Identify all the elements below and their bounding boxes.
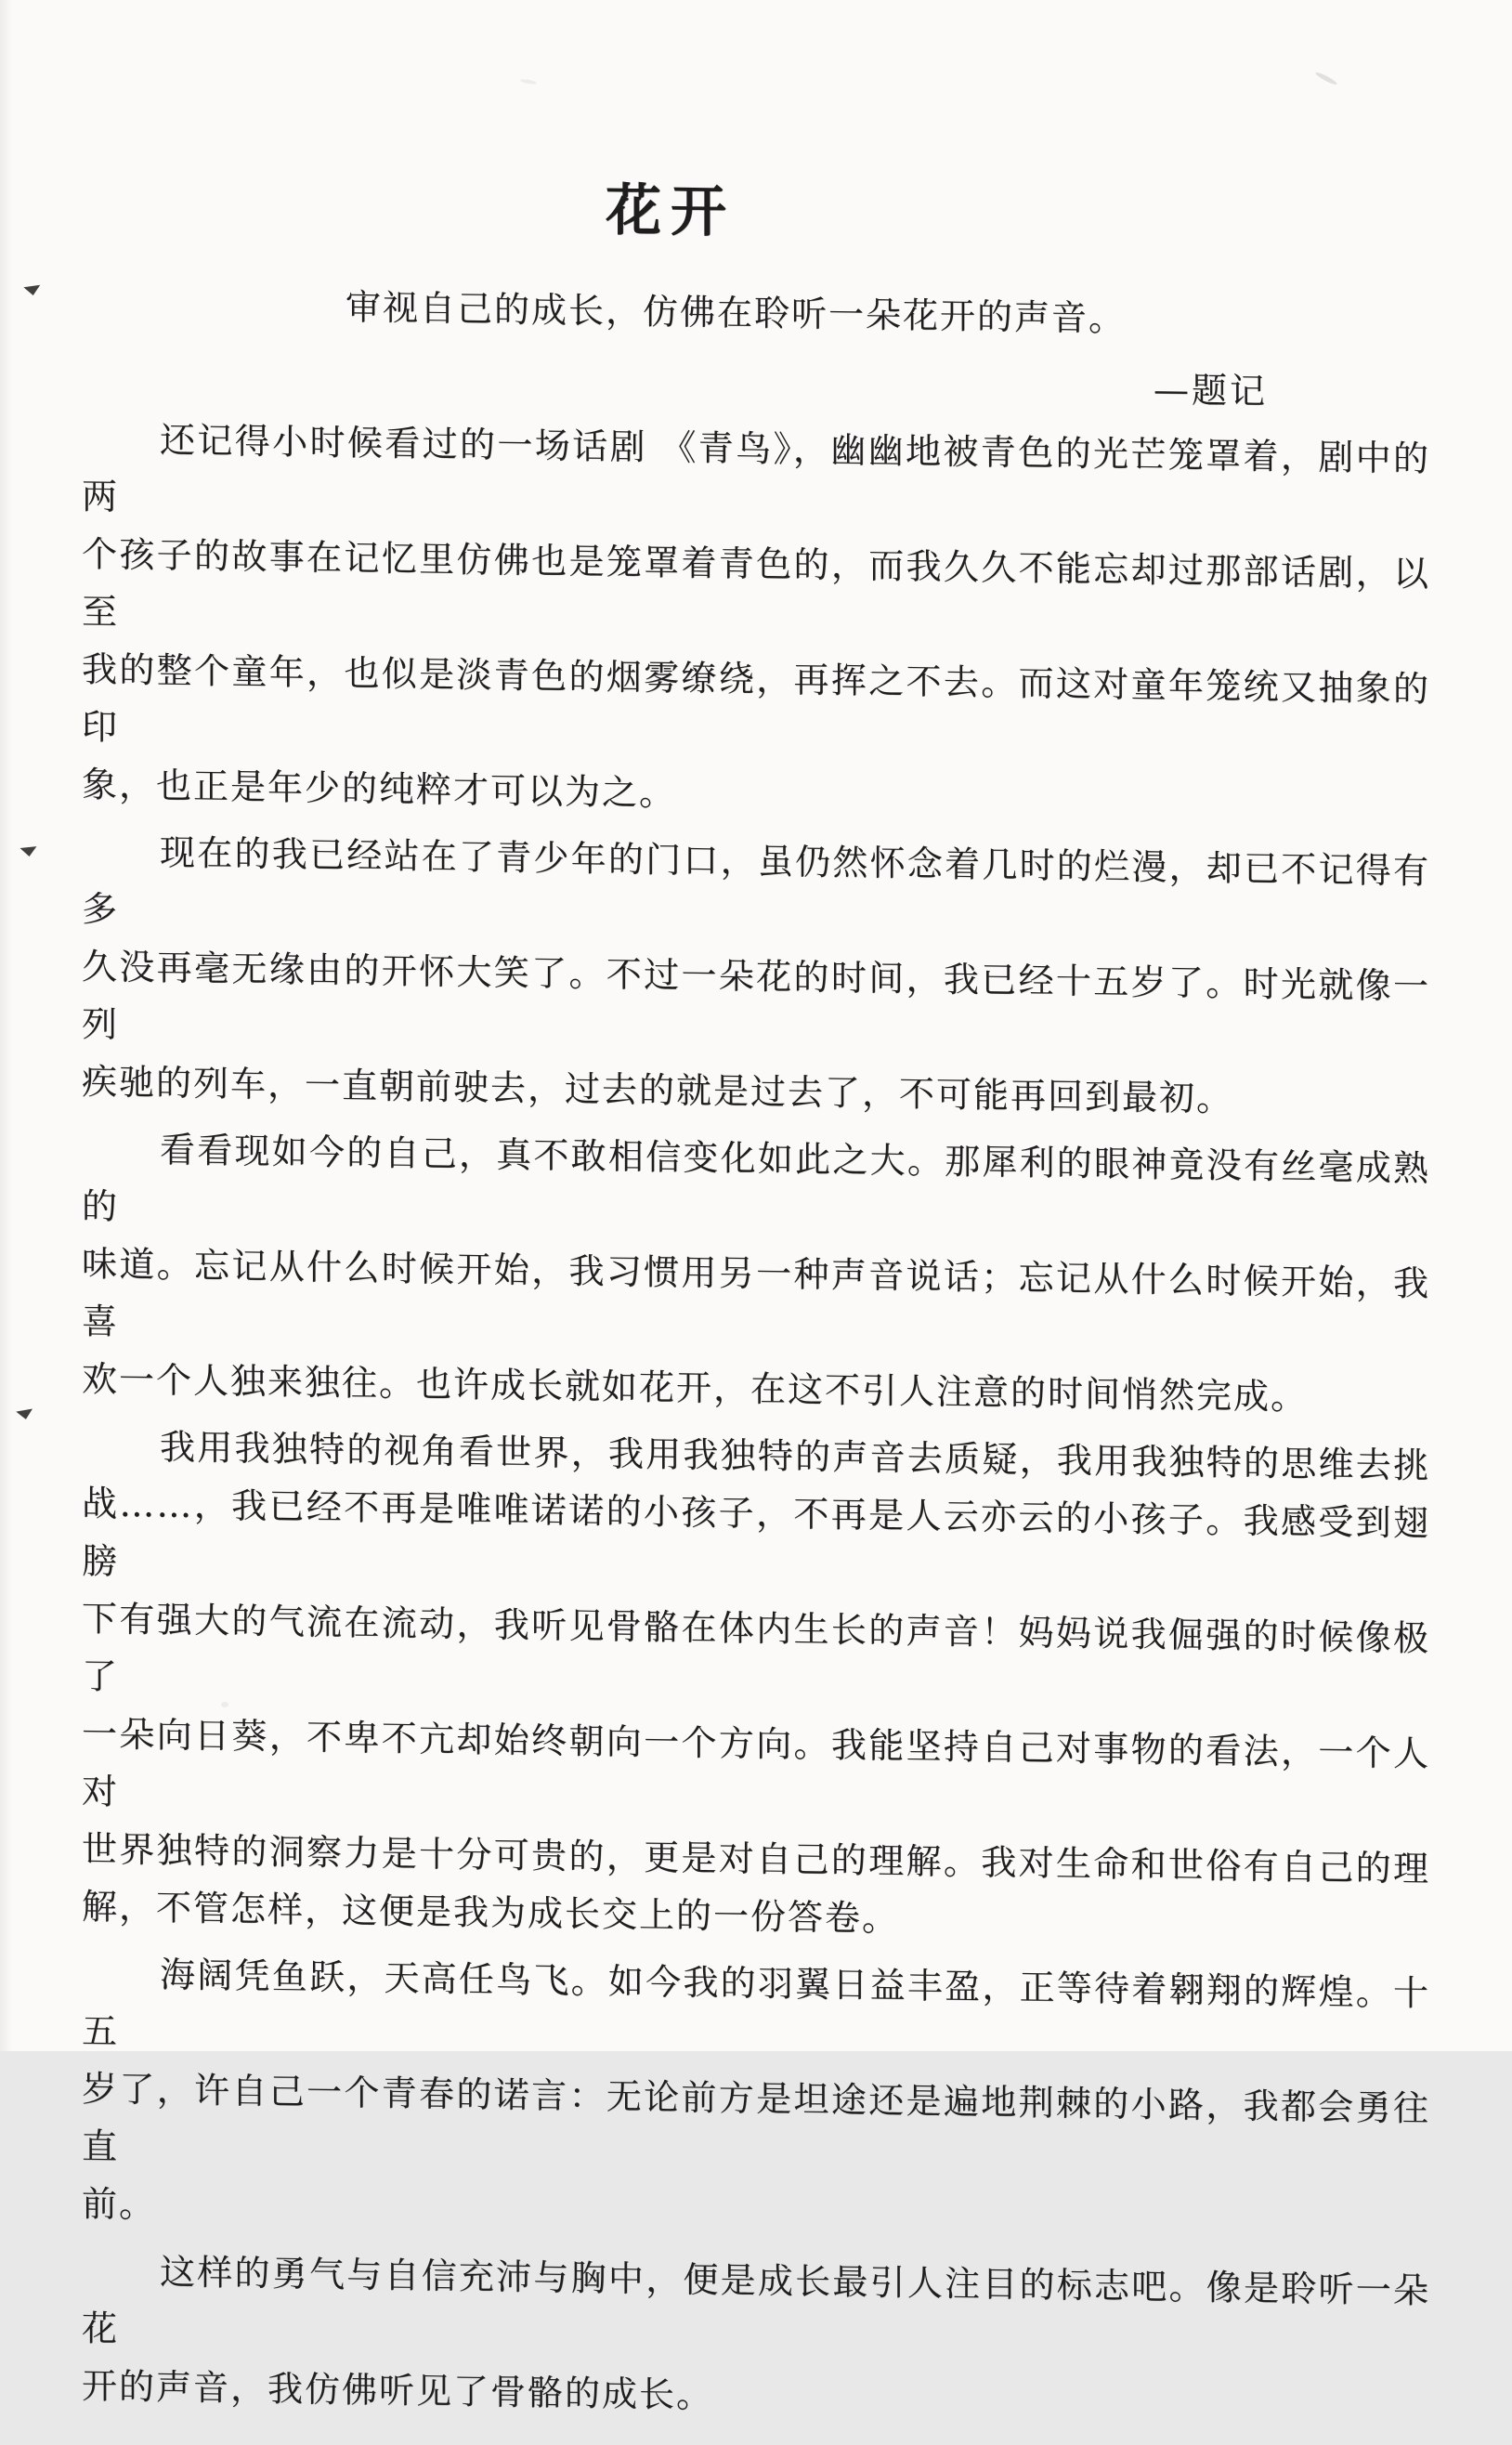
essay-line: 个孩子的故事在记忆里仿佛也是笼罩着青色的，而我久久不能忘却过那部话剧，以至 xyxy=(82,533,1430,633)
essay-body xyxy=(82,410,1430,2435)
essay-line: 世界独特的洞察力是十分可贵的，更是对自己的理解。我对生命和世俗有自己的理 xyxy=(82,1828,1430,1889)
epigraph-attribution: —题记 xyxy=(1153,369,1268,412)
essay-title: 花开 xyxy=(606,177,736,245)
essay-line: 欢一个人独来独往。也许成长就如花开，在这不引人注意的时间悄然完成。 xyxy=(82,1358,1309,1418)
paragraph-5 xyxy=(82,1944,1430,2253)
essay-line: 开的声音，我仿佛听见了骨骼的成长。 xyxy=(82,2365,714,2416)
essay-line: 疾驰的列车，一直朝前驶去，过去的就是过去了，不可能再回到最初。 xyxy=(82,1061,1234,1119)
essay-line: 解，不管怎样，这便是我为成长交上的一份答卷。 xyxy=(82,1886,900,1940)
paragraph-2 xyxy=(82,822,1430,1131)
essay-line: 一朵向日葵，不卑不亢却始终朝向一个方向。我能坚持自己对事物的看法，一个人对 xyxy=(82,1713,1430,1812)
essay-line: 味道。忘记从什么时候开始，我习惯用另一种声音说话；忘记从什么时候开始，我喜 xyxy=(82,1243,1430,1342)
paragraph-4 xyxy=(82,1417,1430,1955)
essay-line: 下有强大的气流在流动，我听见骨骼在体内生长的声音！妈妈说我倔强的时候像极了 xyxy=(82,1598,1430,1697)
paragraph-6 xyxy=(82,2242,1430,2435)
paragraph-3 xyxy=(82,1119,1430,1428)
essay-line: 象，也正是年少的纯粹才可以为之。 xyxy=(82,764,677,814)
essay-line: 岁了，许自己一个青春的诺言：无论前方是坦途还是遍地荆棘的小路，我都会勇往直 xyxy=(82,2068,1430,2167)
essay-line: 久没再毫无缘由的开怀大笑了。不过一朵花的时间，我已经十五岁了。时光就像一列 xyxy=(82,946,1430,1045)
essay-line: 海阔凭鱼跃，天高任鸟飞。如今我的羽翼日益丰盈，正等待着翱翔的辉煌。十五 xyxy=(82,1954,1430,2052)
epigraph-text: 审视自己的成长，仿佛在聆听一朵花开的声音。 xyxy=(345,286,1126,339)
essay-line: 我的整个童年，也似是淡青色的烟雾缭绕，再挥之不去。而这对童年笼统又抽象的印 xyxy=(82,648,1430,748)
essay-line: 前。 xyxy=(82,2183,157,2226)
essay-line: 现在的我已经站在了青少年的门口，虽仍然怀念着几时的烂漫，却已不记得有多 xyxy=(82,831,1430,930)
paragraph-1 xyxy=(82,410,1430,833)
essay-line: 看看现如今的自己，真不敢相信变化如此之大。那犀利的眼神竟没有丝毫成熟的 xyxy=(82,1129,1430,1227)
scan-artifact-mark-icon xyxy=(20,846,38,857)
essay-line: 我用我独特的视角看世界，我用我独特的声音去质疑，我用我独特的思维去挑 xyxy=(160,1426,1430,1486)
essay-line: 战……，我已经不再是唯唯诺诺的小孩子，不再是人云亦云的小孩子。我感受到翅膀 xyxy=(82,1483,1430,1582)
essay-line: 这样的勇气与自信充沛与胸中，便是成长最引人注目的标志吧。像是聆听一朵花 xyxy=(82,2251,1430,2349)
essay-line: 还记得小时候看过的一场话剧 《青鸟》，幽幽地被青色的光芒笼罩着，剧中的两 xyxy=(82,419,1430,517)
